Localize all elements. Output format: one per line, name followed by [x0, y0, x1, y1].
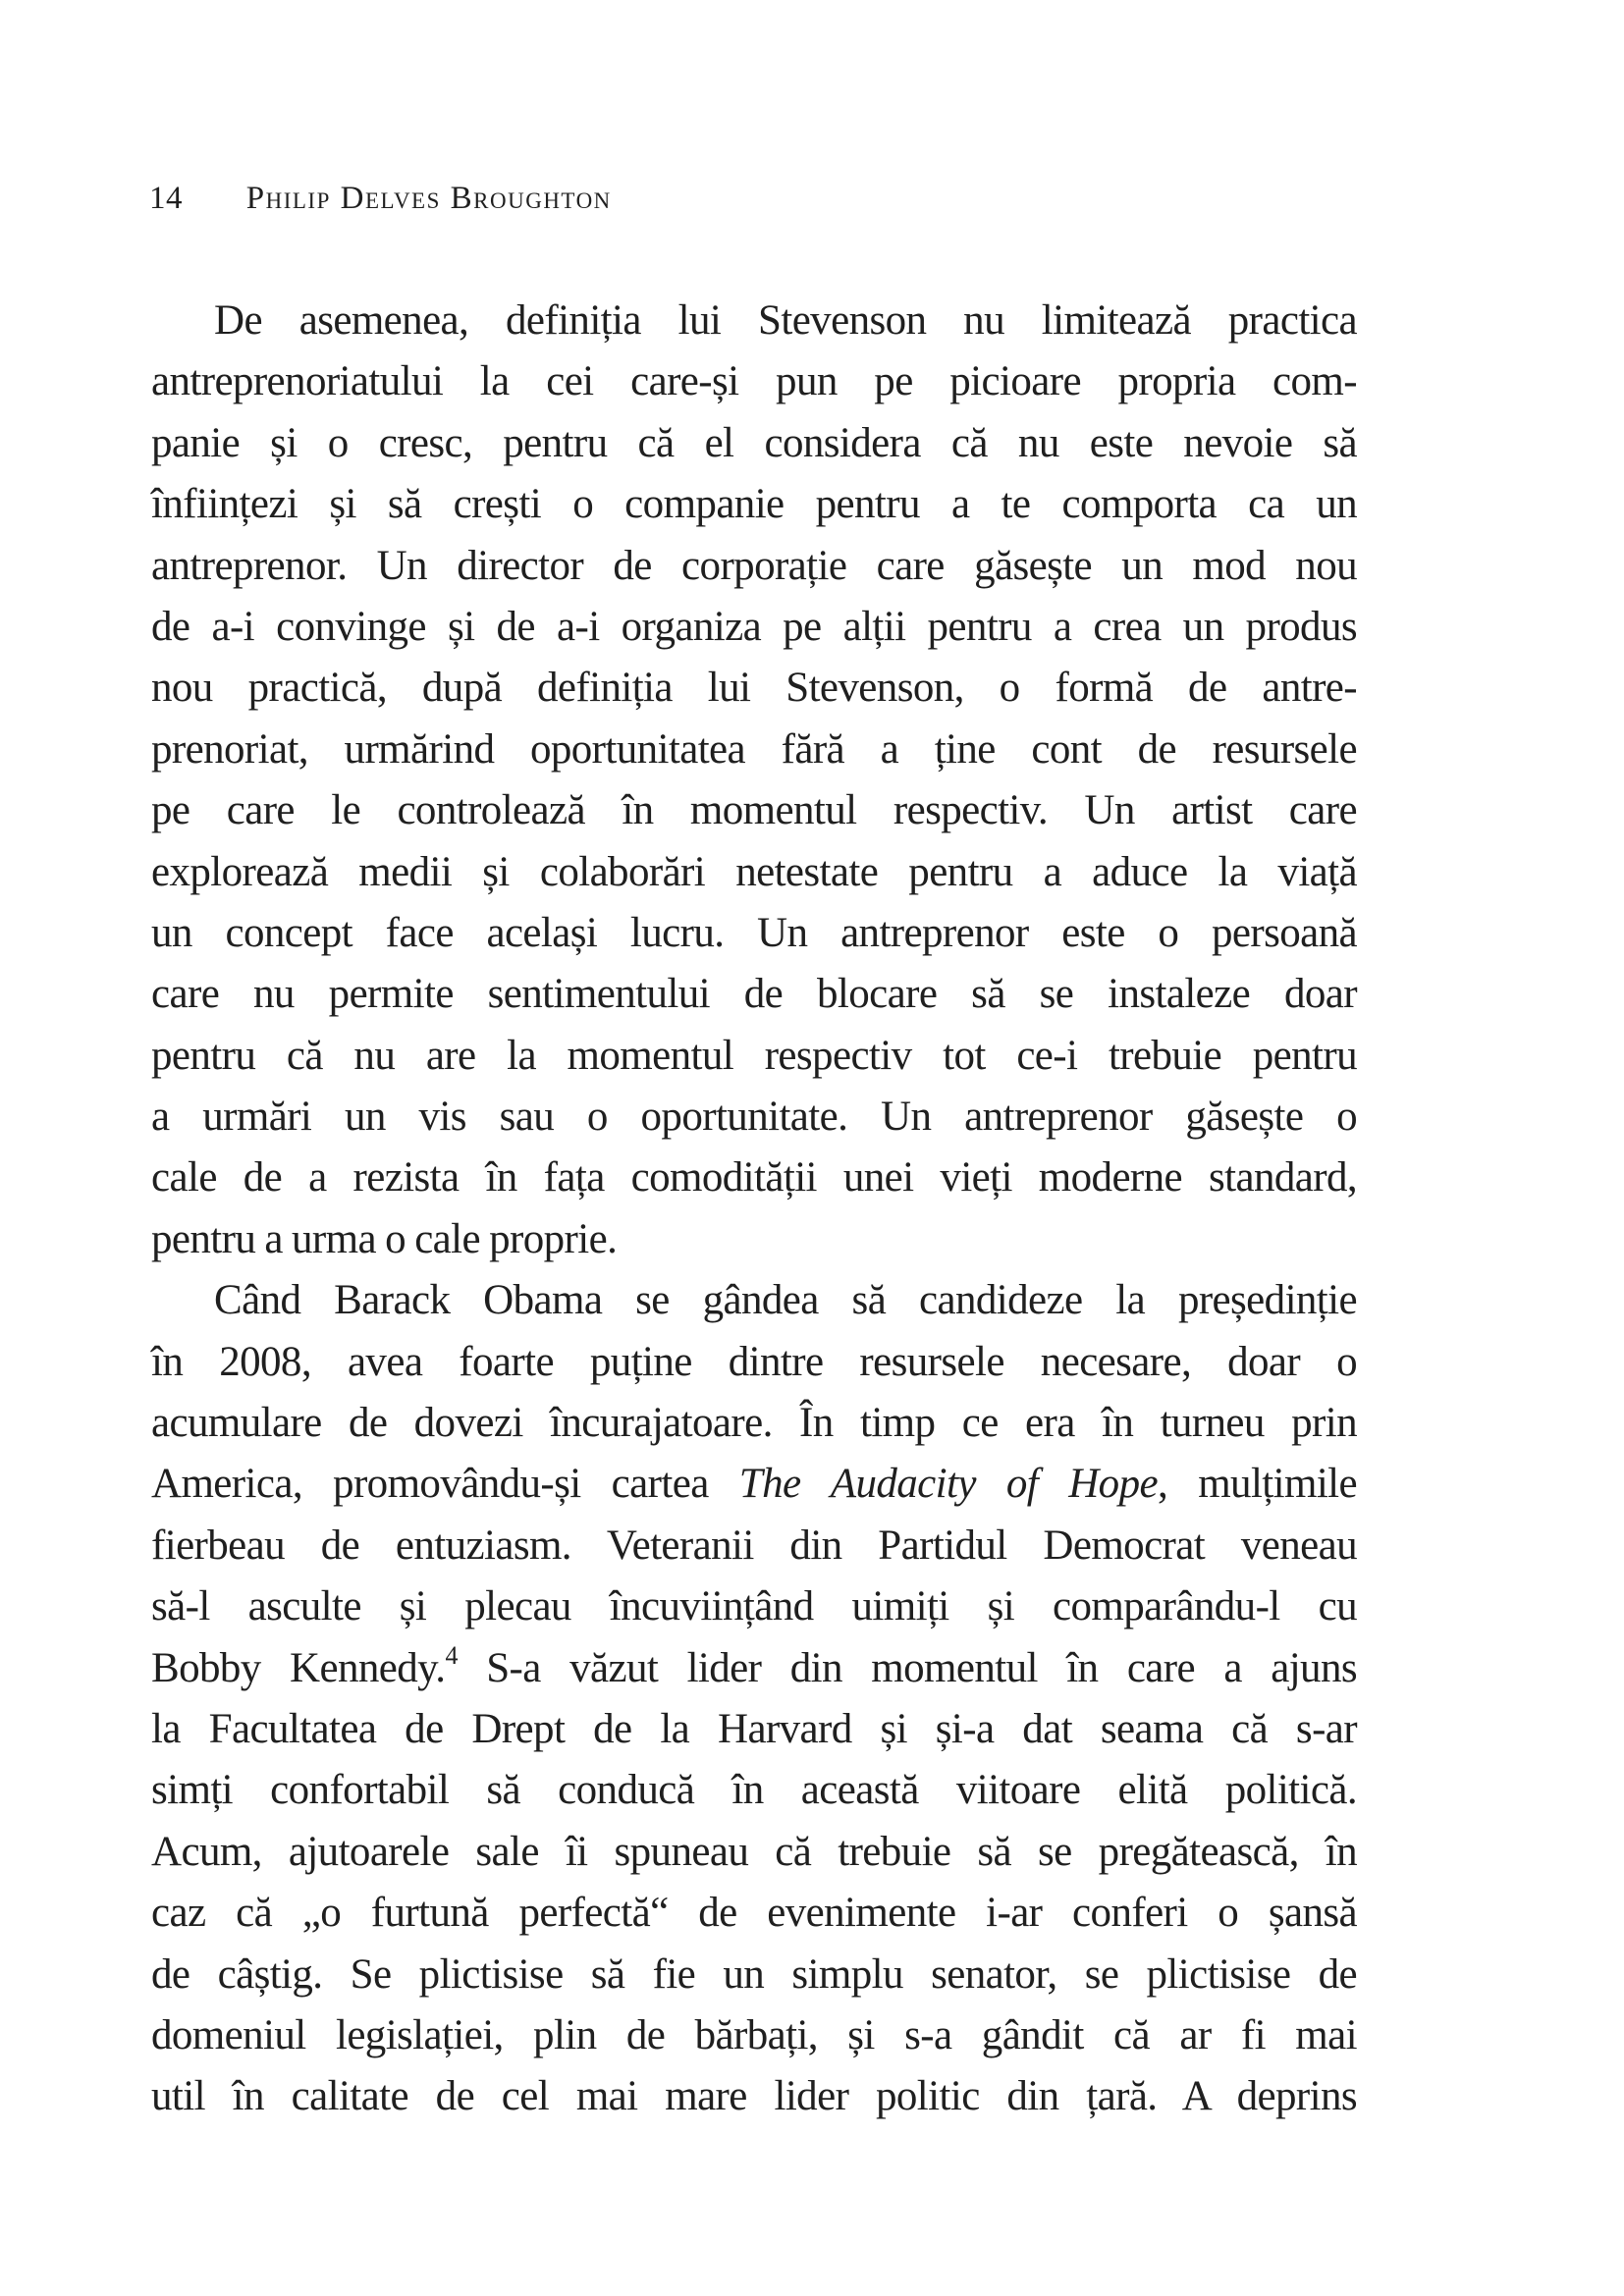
text-line: cale de a rezista în fața comodității unei vieți moderne standard,: [151, 1154, 1357, 1201]
text-line: un concept face același lucru. Un antreprenor este o persoană: [151, 909, 1357, 956]
text-line: util în calitate de cel mai mare lider politic din țară. A deprins: [151, 2073, 1357, 2120]
text-line: [151, 1454, 1357, 1515]
text-line: pentru că nu are la momentul respectiv tot ce-i trebuie pentru: [151, 1032, 1357, 1079]
text-line: pentru a urma o cale proprie.: [151, 1215, 618, 1262]
book-title: The Audacity of Hope: [738, 1461, 1158, 1508]
text-line: pe care le controlează în momentul respectiv. Un artist care: [151, 787, 1357, 834]
text-run: Bobby Kennedy.: [151, 1644, 446, 1691]
text-line: fierbeau de entuziasm. Veteranii din Partidul Democrat veneau: [151, 1522, 1357, 1569]
text-line: caz că „o furtună perfectă“ de evenimente i-ar conferi o șansă: [151, 1890, 1357, 1937]
paragraph-2: [151, 1270, 1357, 2127]
text-line: Acum, ajutoarele sale îi spuneau că trebuie să se pregătească, în: [151, 1828, 1357, 1875]
page-number: 14: [149, 181, 183, 216]
text-line: de câștig. Se plictisise să fie un simplu senator, se plictisise de: [151, 1950, 1357, 1998]
text-line: antreprenoriatului la cei care-și pun pe picioare propria com-: [151, 358, 1357, 405]
text-run: S-a văzut lider din momentul în care a ajuns: [457, 1644, 1357, 1691]
text-line: care nu permite sentimentului de blocare să se instaleze doar: [151, 971, 1357, 1018]
text-line: [151, 1638, 1357, 1699]
text-line: antreprenor. Un director de corporație care găsește un mod nou: [151, 542, 1357, 589]
footnote-marker[interactable]: 4: [445, 1640, 458, 1670]
running-head: [149, 179, 612, 218]
text-line: înființezi și să crești o companie pentru a te comporta ca un: [151, 481, 1357, 528]
text-run: , mulțimile: [1157, 1461, 1358, 1508]
text-line: De asemenea, definiția lui Stevenson nu limitează practica: [214, 297, 1357, 344]
text-run: America, promovându-și cartea: [151, 1461, 739, 1508]
text-line: domeniul legislației, plin de bărbați, și s-a gândit că ar fi mai: [151, 2011, 1357, 2058]
text-line: acumulare de dovezi încurajatoare. În timp ce era în turneu prin: [151, 1400, 1357, 1447]
paragraph-1: [151, 291, 1357, 1270]
text-line: nou practică, după definiția lui Stevenson, o formă de antre-: [151, 665, 1357, 712]
text-line: în 2008, avea foarte puține dintre resursele necesare, doar o: [151, 1338, 1357, 1385]
text-line: de a-i convinge și de a-i organiza pe alții pentru a crea un produs: [151, 603, 1357, 650]
text-line: a urmări un vis sau o oportunitate. Un antreprenor găsește o: [151, 1094, 1357, 1141]
text-line: panie și o cresc, pentru că el considera că nu este nevoie să: [151, 419, 1357, 466]
text-line: simți confortabil să conducă în această viitoare elită politică.: [151, 1767, 1357, 1814]
text-line: prenoriat, urmărind oportunitatea fără a ține cont de resursele: [151, 725, 1357, 773]
text-line: Când Barack Obama se gândea să candideze la președinție: [214, 1277, 1357, 1324]
text-line: să-l asculte și plecau încuviințând uimiți și comparându-l cu: [151, 1583, 1357, 1630]
running-head-author: Philip Delves Broughton: [245, 181, 612, 216]
text-line: explorează medii și colaborări netestate pentru a aduce la viață: [151, 848, 1357, 895]
body-text: [151, 291, 1357, 2128]
text-line: la Facultatea de Drept de la Harvard și și-a dat seama că s-ar: [151, 1705, 1357, 1752]
